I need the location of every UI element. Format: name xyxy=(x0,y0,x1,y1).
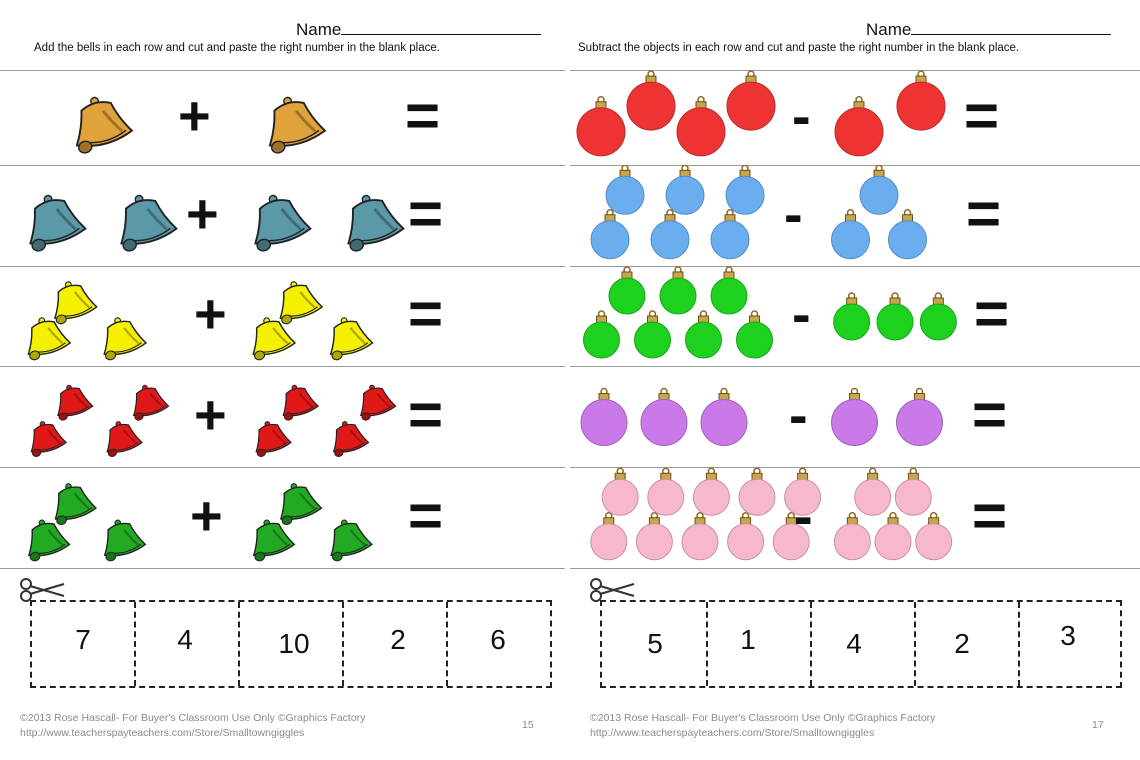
footer-url: http://www.teacherspayteachers.com/Store/Smalltowngiggles xyxy=(590,727,875,739)
ornament-icon xyxy=(602,468,638,515)
problem-row xyxy=(570,366,1130,467)
row-illustration xyxy=(570,467,1130,568)
row-illustration xyxy=(570,366,1130,467)
plus-sign: + xyxy=(194,382,227,446)
equals-sign: = xyxy=(408,280,444,347)
cut-number-1[interactable]: 5 xyxy=(647,628,663,659)
ornament-icon xyxy=(711,267,747,314)
footer-copyright: ©2013 Rose Hascall- For Buyer's Classroom Use Only ©Graphics Factory xyxy=(20,712,366,724)
bell-icon xyxy=(354,381,397,422)
copyright-footer xyxy=(20,711,365,741)
ornament-icon xyxy=(737,311,773,358)
row-illustration xyxy=(570,165,1130,266)
page-number: 17 xyxy=(1092,719,1104,731)
cut-number-3[interactable]: 4 xyxy=(846,628,862,659)
ornament-icon xyxy=(636,513,672,560)
ornament-icon xyxy=(727,71,775,130)
name-blank-line xyxy=(341,18,541,35)
bell-icon xyxy=(249,417,292,458)
cut-number-4[interactable]: 2 xyxy=(390,624,406,655)
ornament-icon xyxy=(728,513,764,560)
problem-row xyxy=(570,266,1130,366)
ornament-icon xyxy=(627,71,675,130)
bell-icon xyxy=(20,188,88,252)
ornament-icon xyxy=(875,513,911,560)
minus-sign: - xyxy=(784,181,803,245)
ornament-icon xyxy=(677,97,725,156)
problem-row xyxy=(0,70,560,165)
bell-icon xyxy=(96,312,148,361)
footer-copyright: ©2013 Rose Hascall- For Buyer's Classroom Use Only ©Graphics Factory xyxy=(590,712,936,724)
ornament-icon xyxy=(641,389,687,446)
equals-sign: = xyxy=(972,481,1008,549)
cut-number-4[interactable]: 2 xyxy=(954,628,970,659)
name-field xyxy=(296,18,541,40)
bell-icon xyxy=(338,188,406,252)
row-illustration xyxy=(0,70,560,165)
ornament-icon xyxy=(606,165,644,214)
bell-icon xyxy=(327,417,370,458)
ornament-icon xyxy=(651,210,689,259)
ornament-icon xyxy=(577,97,625,156)
copyright-footer xyxy=(590,711,935,741)
problem-row xyxy=(0,366,560,467)
row-divider xyxy=(570,568,1140,569)
equals-sign: = xyxy=(964,81,1000,149)
ornament-icon xyxy=(897,71,945,130)
row-illustration xyxy=(0,165,560,266)
bell-icon xyxy=(100,417,143,458)
row-illustration xyxy=(0,366,560,467)
problem-row xyxy=(570,467,1130,568)
bell-icon xyxy=(51,381,94,422)
ornament-icon xyxy=(682,513,718,560)
name-blank-line xyxy=(911,18,1111,35)
ornament-icon xyxy=(889,210,927,259)
ornament-icon xyxy=(660,267,696,314)
ornament-icon xyxy=(834,293,870,340)
ornament-icon xyxy=(855,468,891,515)
ornament-icon xyxy=(877,293,913,340)
ornament-icon xyxy=(701,389,747,446)
minus-sign: - xyxy=(794,483,813,547)
equals-sign: = xyxy=(408,481,444,549)
minus-sign: - xyxy=(789,382,808,446)
page-number: 15 xyxy=(522,719,534,731)
bell-icon xyxy=(127,381,170,422)
problem-row xyxy=(570,70,1130,165)
equals-sign: = xyxy=(974,280,1010,347)
equals-sign: = xyxy=(972,380,1008,448)
bell-icon xyxy=(273,478,323,525)
footer-url: http://www.teacherspayteachers.com/Store/Smalltowngiggles xyxy=(20,727,305,739)
problem-row xyxy=(570,165,1130,266)
ornament-icon xyxy=(895,468,931,515)
bell-icon xyxy=(276,381,319,422)
equals-sign: = xyxy=(966,179,1002,247)
ornament-icon xyxy=(666,165,704,214)
bell-icon xyxy=(323,312,375,361)
problem-row xyxy=(0,266,560,366)
name-label: Name xyxy=(296,20,342,39)
bell-icon xyxy=(111,188,179,252)
ornament-icon xyxy=(897,389,943,446)
ornament-icon xyxy=(834,513,870,560)
ornament-icon xyxy=(635,311,671,358)
cut-number-3[interactable]: 10 xyxy=(278,628,310,659)
name-label: Name xyxy=(866,20,912,39)
bell-icon xyxy=(259,90,327,154)
bell-icon xyxy=(245,188,313,252)
problem-row xyxy=(0,467,560,568)
plus-sign: + xyxy=(194,282,227,345)
bell-icon xyxy=(97,515,147,562)
bell-icon xyxy=(24,417,67,458)
cut-number-1[interactable]: 7 xyxy=(75,624,91,655)
bell-icon xyxy=(47,478,97,525)
equals-sign: = xyxy=(405,81,441,149)
ornament-icon xyxy=(916,513,952,560)
plus-sign: + xyxy=(190,483,223,547)
ornament-icon xyxy=(609,267,645,314)
cut-number-2[interactable]: 4 xyxy=(177,624,193,655)
worksheet-page-addition xyxy=(0,0,565,760)
name-field xyxy=(866,18,1111,40)
bell-icon xyxy=(323,515,373,562)
ornament-icon xyxy=(648,468,684,515)
ornament-icon xyxy=(835,97,883,156)
bell-icon xyxy=(66,90,134,154)
cut-number-5[interactable]: 3 xyxy=(1060,620,1076,651)
minus-sign: - xyxy=(792,83,811,147)
ornament-icon xyxy=(860,165,898,214)
row-illustration xyxy=(0,266,560,366)
problem-row xyxy=(0,165,560,266)
ornament-icon xyxy=(591,513,627,560)
instruction-text: Subtract the objects in each row and cut and paste the right number in the blank place. xyxy=(578,42,1020,54)
cut-number-2[interactable]: 1 xyxy=(740,624,756,655)
ornament-icon xyxy=(832,210,870,259)
ornament-icon xyxy=(920,293,956,340)
ornament-icon xyxy=(584,311,620,358)
row-illustration xyxy=(0,467,560,568)
ornament-icon xyxy=(693,468,729,515)
plus-sign: + xyxy=(178,83,211,147)
bell-icon xyxy=(47,276,99,325)
ornament-icon xyxy=(591,210,629,259)
equals-sign: = xyxy=(408,179,444,247)
cut-number-5[interactable]: 6 xyxy=(490,624,506,655)
plus-sign: + xyxy=(186,181,219,245)
row-illustration xyxy=(570,70,1130,165)
instruction-text: Add the bells in each row and cut and paste the right number in the blank place. xyxy=(34,42,440,54)
minus-sign: - xyxy=(792,282,811,345)
ornament-icon xyxy=(726,165,764,214)
ornament-icon xyxy=(832,389,878,446)
row-illustration xyxy=(570,266,1130,366)
worksheet-page-subtraction xyxy=(570,0,1140,760)
equals-sign: = xyxy=(408,380,444,448)
ornament-icon xyxy=(581,389,627,446)
ornament-icon xyxy=(739,468,775,515)
ornament-icon xyxy=(711,210,749,259)
bell-icon xyxy=(272,276,324,325)
row-divider xyxy=(0,568,565,569)
ornament-icon xyxy=(686,311,722,358)
